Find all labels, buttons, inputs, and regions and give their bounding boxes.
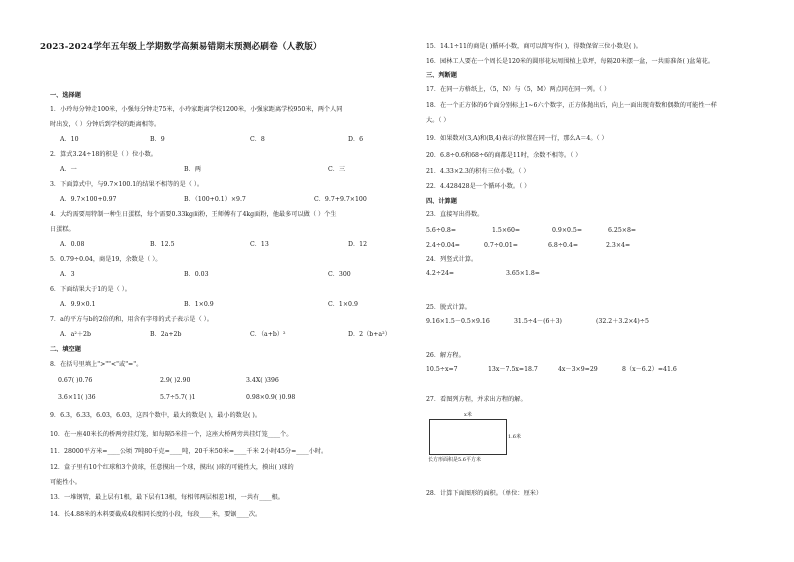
q20: 20．6.8÷0.6和68÷6的商都是11时，余数不相等。（ ） <box>426 152 582 159</box>
q26-b: 13x－7.5x=18.7 <box>488 366 538 373</box>
q3-opt-b: B．（100+0.1）×9.7 <box>184 196 246 203</box>
q7: 7．a的平方与b的2倍的和，用含有字母的式子表示是（ ）。 <box>50 316 213 323</box>
rectangle-figure <box>429 419 507 455</box>
q5-opt-c: C．300 <box>328 271 351 278</box>
q12-line2: 可能性小。 <box>50 479 81 486</box>
section-choice: 一、选择题 <box>50 92 81 99</box>
q15: 15．14.1÷11的商是( )循环小数，商可以简写作( )，得数保留三位小数是( )。 <box>426 43 642 50</box>
q8: 8．在括号里填上">""<"或"="。 <box>50 361 143 368</box>
q17: 17．在同一方格纸上，（5，N）与（5，M）两点同在同一列。（ ） <box>426 86 611 93</box>
q6-opt-c: C．1×0.9 <box>328 301 358 308</box>
q26: 26．解方程。 <box>426 352 465 359</box>
q8-r2-c: 0.98×0.9( )0.98 <box>246 394 296 401</box>
q2: 2．算式3.24÷18的积是（ ）位小数。 <box>50 151 157 158</box>
q7-opt-a: A．a²＋2b <box>60 331 91 338</box>
q26-c: 4x－3×9=29 <box>558 366 598 373</box>
q23-r1-d: 6.25×8= <box>608 227 637 234</box>
q1-line1: 1．小玲每分钟走100米，小强每分钟走75米，小玲家距离学校1200米，小强家距离学校950米，两个人同 <box>50 106 343 113</box>
q6-opt-b: B．1×0.9 <box>184 301 214 308</box>
q25-a: 9.16×1.5－0.5×9.16 <box>426 318 490 325</box>
q25-b: 31.5÷4－(6＋3) <box>514 318 562 325</box>
q11: 11．28000平方米=____公顷 7吨80千克=____吨，20千米50米=____千米 2小时45分=____小时。 <box>50 448 328 455</box>
q25-c: (32.2＋3.2×4)÷5 <box>596 318 649 325</box>
q4-opt-a: A．0.08 <box>60 241 85 248</box>
q5-opt-a: A．3 <box>60 271 75 278</box>
q26-a: 10.5÷x=7 <box>426 366 458 373</box>
q2-opt-a: A．一 <box>60 166 77 173</box>
section-fill: 二、填空题 <box>50 346 81 353</box>
q14: 14．长4.88米的木料要截成4段相同长度的小段，每段____米，要锯____次。 <box>50 511 262 518</box>
q24-b: 3.65×1.8= <box>506 270 540 277</box>
q4-opt-b: B．12.5 <box>150 241 175 248</box>
q7-opt-c: C．（a+b）² <box>250 331 286 338</box>
q4-opt-d: D．12 <box>348 241 368 248</box>
q18-line2: 大。（ ） <box>426 117 450 124</box>
q7-opt-b: B．2a+2b <box>150 331 182 338</box>
section-judge: 三、判断题 <box>426 72 457 79</box>
figure-side-label: 1.6米 <box>508 434 521 440</box>
q9: 9．6.3，6.33，6.03，6.03，这四个数中，最大的数是( )，最小的数是( )。 <box>50 412 262 419</box>
q18-line1: 18．在一个正方体的6个面分别标上1~6六个数字，正方体抛出后，向上一面出现奇数和偶数的可能性一样 <box>426 102 717 109</box>
q19: 19．如果数对(3,A)和(B,4)表示的位置在同一行，那么A＝4。（ ） <box>426 135 608 142</box>
q23-r1-a: 5.6÷0.8= <box>426 227 457 234</box>
q1-opt-a: A．10 <box>60 136 79 143</box>
q6-opt-a: A．9.9×0.1 <box>60 301 96 308</box>
q27: 27．看图列方程，并求出方程的解。 <box>426 396 527 403</box>
q13: 13．一堆钢管，最上层有1根，最下层有13根，每相邻两层相差1根，一共有____根。 <box>50 494 284 501</box>
q2-opt-b: B．两 <box>184 166 201 173</box>
q1-line2: 时出发，（ ）分钟后到学校的距离相等。 <box>50 121 161 128</box>
q4-line2: 日蛋糕。 <box>50 226 75 233</box>
q5: 5．0.79÷0.04，商是19，余数是（ ）。 <box>50 256 162 263</box>
q28: 28．计算下面图形的面积。（单位：厘米） <box>426 490 543 497</box>
q8-r1-a: 0.67( )0.76 <box>58 377 93 384</box>
q12-line1: 12．盒子里有10个红球和3个黄球，任意摸出一个球，摸出( )球的可能性大，摸出( )球的 <box>50 464 294 471</box>
q23-r2-a: 2.4÷0.04= <box>426 242 460 249</box>
q21: 21．4.33×2.3的积有三位小数。（ ） <box>426 168 530 175</box>
q23: 23．直接写出得数。 <box>426 211 484 218</box>
q1-opt-d: D．6 <box>348 136 364 143</box>
q4-line1: 4．大约需要用特制一种生日蛋糕，每个需要0.33kg面粉，王师傅有了4kg面粉，他最多可以做（ ）个生 <box>50 211 337 218</box>
q1-opt-c: C．8 <box>250 136 265 143</box>
figure-top-label: x米 <box>464 412 472 418</box>
q23-r2-d: 2.3×4= <box>606 242 631 249</box>
q22: 22．4.428428是一个循环小数。（ ） <box>426 183 531 190</box>
figure-caption: 长方形面积是5.6平方米 <box>428 457 481 463</box>
section-calc: 四、计算题 <box>426 198 457 205</box>
q8-r2-a: 3.6×11( )36 <box>58 394 96 401</box>
page-title: 2023-2024学年五年级上学期数学高频易错期末预测必刷卷（人教版） <box>40 42 322 52</box>
q23-r2-b: 0.7÷0.01= <box>484 242 518 249</box>
q6: 6．下面结果大于1的是（ ）。 <box>50 286 131 293</box>
q3-opt-c: C．9.7+9.7×100 <box>314 196 367 203</box>
q23-r2-c: 6.8÷0.4= <box>548 242 579 249</box>
q10: 10．在一座40米长的桥两旁挂灯笼，如每隔5米挂一个，这座大桥两旁共挂灯笼____个。 <box>50 431 293 438</box>
q7-opt-d: D．2（b+a²） <box>348 331 391 338</box>
q26-d: 8（x－6.2）=41.6 <box>622 366 677 373</box>
q5-opt-b: B．0.03 <box>184 271 209 278</box>
q23-r1-b: 1.5×60= <box>492 227 521 234</box>
q4-opt-c: C．13 <box>250 241 269 248</box>
q8-r1-c: 3.4X( )396 <box>246 377 279 384</box>
q24: 24．列竖式计算。 <box>426 256 478 263</box>
q24-a: 4.2÷24= <box>426 270 455 277</box>
q16: 16．园林工人要在一个周长是120米的圆形花坛周围植上草坪，每隔20米摆一盆，一共需准备( )盆菊花。 <box>426 58 715 65</box>
q8-r1-b: 2.9( )2.90 <box>160 377 191 384</box>
q25: 25．脱式计算。 <box>426 304 471 311</box>
q1-opt-b: B．9 <box>150 136 165 143</box>
q23-r1-c: 0.9×0.5= <box>552 227 583 234</box>
q3-opt-a: A．9.7×100+0.97 <box>60 196 117 203</box>
q8-r2-b: 5.7÷5.7( )1 <box>160 394 196 401</box>
q3: 3．下面算式中，与9.7×100.1的结果不相等的是（ ）。 <box>50 181 204 188</box>
q2-opt-c: C．三 <box>328 166 346 173</box>
